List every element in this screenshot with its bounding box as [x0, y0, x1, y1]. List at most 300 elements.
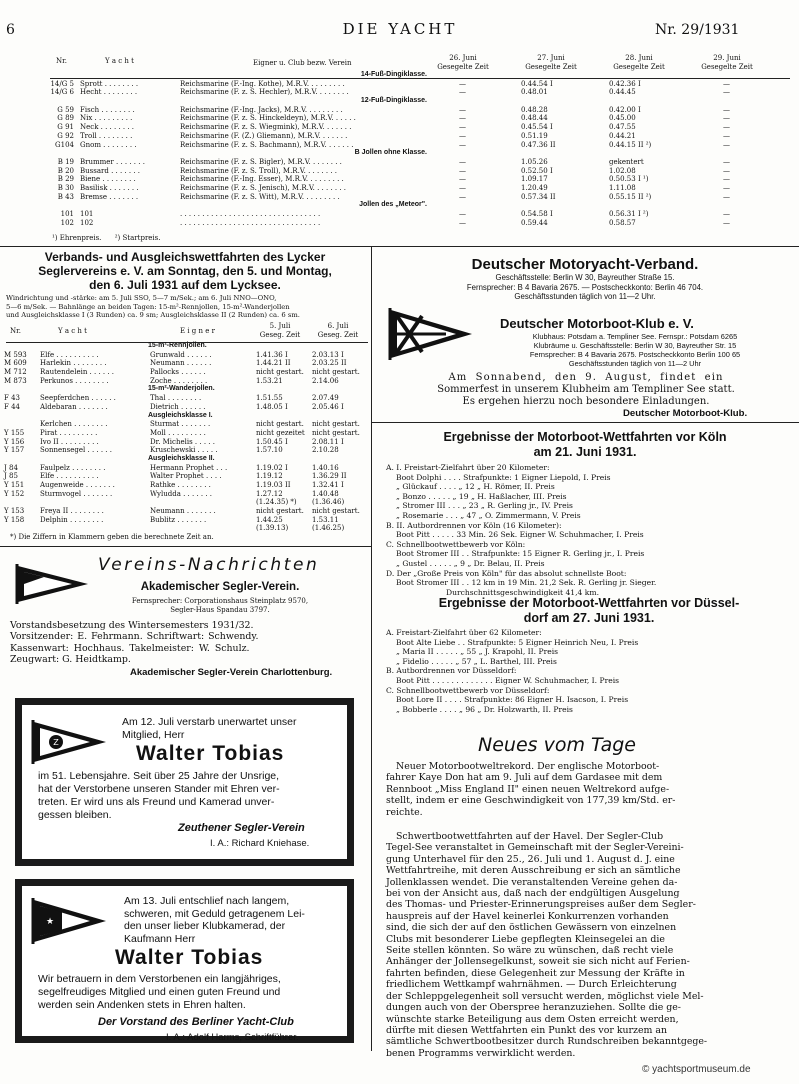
sailed-time: —	[723, 183, 730, 192]
owner: Reichsmarine (F. z. S. Jenisch), M.R.V. . . . . . . .	[180, 183, 347, 192]
sailed-time: —	[723, 157, 730, 166]
sail-number: B 19	[57, 157, 74, 166]
verein-contact	[90, 597, 350, 614]
obit2-intro	[124, 895, 305, 945]
text-line: „ Bobberle . . . . „ 96 „ Dr. Holzwarth, II. Preis	[396, 704, 573, 714]
class-title	[0, 385, 370, 394]
time-day1: (1.24.35) *)	[256, 498, 297, 507]
yacht-name: Rautendelein . . . . . .	[40, 368, 115, 377]
owner: Reichsmarine (F. z. S. Hechler), M.R.V. . . . . . . .	[180, 88, 349, 97]
time-day2: 1.53.11	[312, 515, 339, 524]
text-line: treten. Er wird uns als Freund und Kamerad unver-	[38, 796, 275, 808]
time-day2: 2.03.13 I	[312, 350, 344, 359]
obit1-signature: I. A.: Richard Kniehase.	[210, 838, 310, 849]
time-day2: 2.14.06	[312, 376, 339, 385]
column-divider	[371, 247, 372, 1051]
text-line: „ Stromer III . . . „ 23 „ R. Gerling jr., IV. Preis	[396, 501, 573, 511]
sailed-time: —	[723, 123, 730, 132]
info-line: Geschäftsstelle: Berlin W 30, Bayreuther Straße 15.	[495, 273, 675, 282]
col-owner: Eigner u. Club bezw. Verein	[253, 59, 352, 67]
text-line: des Thomas- und Priester-Erinnerungspreises außer dem Segler-	[386, 899, 696, 911]
lyck-wind-info	[6, 294, 368, 320]
table-row	[0, 524, 370, 533]
sail-number: Y 158	[4, 515, 25, 524]
sailed-time: 0.50.53 I ¹)	[609, 175, 649, 184]
time-day2: 2.03.25 II	[312, 359, 347, 368]
verein-heading: Vereins-Nachrichten	[98, 555, 320, 575]
dmk-title: Deutscher Motorboot-Klub e. V.	[500, 316, 694, 331]
text-line: benen Programms verwirklicht werden.	[386, 1047, 576, 1059]
yacht-name: Sturmvogel . . . . . . .	[40, 489, 113, 498]
heading-line: Seglervereins e. V. am Sonntag, den 5. und Montag,	[38, 264, 332, 278]
text-line: B. II. Autbordrennen vor Köln (16 Kilometer):	[386, 520, 562, 530]
yacht-name: Sonnensegel . . . . . .	[40, 446, 112, 455]
sail-number: M 873	[4, 376, 27, 385]
text-line: Schwertbootwettfahrten auf der Havel. Der Segler-Club	[396, 831, 664, 842]
class-title	[0, 201, 799, 210]
yacht-name: Troll . . . . . . . .	[80, 131, 133, 140]
text-line: „ Bonzo . . . . . „ 19 „ H. Haßlacher, III. Preis	[396, 491, 567, 501]
obit2-name: Walter Tobias	[115, 946, 264, 969]
sailed-time: 1.11.08	[609, 183, 636, 192]
text-line: Boot Stromer III . . Strafpunkte: 15 Eigner R. Gerling jr., I. Preis	[396, 549, 645, 559]
text-line: D. Der „Große Preis von Köln" für das absolut schnellste Boot:	[386, 568, 627, 578]
time-day1: 1.19.02 I	[256, 463, 288, 472]
section-rule	[0, 546, 371, 547]
sailed-time: 0.42.00 I	[609, 105, 641, 114]
time-day2: 2.07.49	[312, 394, 339, 403]
table-row	[0, 394, 370, 403]
table-row	[0, 490, 370, 499]
yacht-name: Bremse . . . . . . .	[80, 192, 139, 201]
yacht-name: Elfe . . . . . . . . . .	[40, 472, 99, 481]
dmk-announcement	[384, 372, 788, 408]
text-line: sämtliche Schwertbootbesitzer durch Rundschreiben bekanntgege-	[386, 1036, 708, 1048]
text-line: stellt, indem er eine Geschwindigkeit von 177,39 km/Std. er-	[386, 795, 676, 807]
yacht-name: Seepferdchen . . . . . .	[40, 394, 116, 403]
time-day1: 1.57.10	[256, 446, 283, 455]
obit1-name: Walter Tobias	[136, 742, 285, 765]
owner: Pallocks . . . . . .	[150, 368, 206, 377]
neues-heading: Neues vom Tage	[478, 734, 636, 756]
intro-line: schweren, mit Geduld getragenem Lei-	[124, 907, 305, 920]
owner: Walter Prophet . . . .	[150, 472, 222, 481]
text-line: im 51. Lebensjahre. Seit über 25 Jahre der Unsrige,	[38, 770, 280, 782]
text-line: reichte.	[386, 806, 423, 818]
owner: Hermann Prophet . . .	[150, 463, 228, 472]
heading-line: dorf am 27. Juni 1931.	[523, 611, 655, 625]
sailed-time: 0.57.34 II	[521, 192, 556, 201]
sailed-time: —	[459, 88, 466, 97]
time-day2: 2.05.46 I	[312, 402, 344, 411]
table-row	[0, 359, 370, 368]
sailed-time: —	[459, 105, 466, 114]
table-row	[0, 167, 799, 176]
table-row	[0, 88, 799, 97]
yacht-name: Nix . . . . . . . . .	[80, 114, 133, 123]
owner: Rathke . . . . . . . .	[150, 481, 211, 489]
time-day1: 1.19.03 II	[256, 481, 291, 489]
time-day2: 1.40.48	[312, 489, 339, 498]
heading-line: Ergebnisse der Motorboot-Wettfahrten vor Köln	[443, 430, 727, 444]
owner: Reichsmarine (F.-Ing. Jacks), M.R.V. . . . . . . . .	[180, 105, 343, 114]
table-row	[0, 210, 799, 219]
class-title	[0, 342, 370, 351]
table-row	[0, 114, 799, 123]
sail-number: F 44	[4, 402, 20, 411]
wind-line: 5—6 m/Sek. — Bahnlänge an beiden Tagen: 15-m²-Rennjollen, 15-m²-Wanderjollen	[6, 302, 290, 311]
sail-number: Y 151	[4, 481, 25, 489]
results-table	[0, 71, 799, 227]
col-nr: Nr.	[56, 57, 67, 65]
sailed-time: —	[459, 166, 466, 175]
koeln-heading	[380, 430, 790, 460]
heading-line: den 6. Juli 1931 auf dem Lycksee.	[89, 278, 281, 292]
sailed-time: —	[723, 114, 730, 123]
yacht-name: Neck . . . . . . . .	[80, 123, 135, 132]
sail-number: Y 157	[4, 446, 25, 455]
text-line: sind, die sich der auf den östlichen Gewässern von einzelnen	[386, 922, 677, 934]
text-line: dürfte mit diesen Wettfahrten ein Punkt des vor kurzem an	[386, 1024, 668, 1036]
time-day1: 1.19.12	[256, 472, 283, 481]
owner: Reichsmarine (F. z. S. Wiegmink), M.R.V. . . . . . .	[180, 123, 352, 132]
sailed-time: 0.48.01	[521, 88, 548, 97]
sailed-time: —	[723, 175, 730, 184]
table-row	[0, 507, 370, 516]
yacht-name: Kerlchen . . . . . . . .	[40, 420, 108, 429]
class-title	[0, 71, 799, 80]
sailed-time: —	[723, 140, 730, 149]
body-line: Kassenwart: Hochhaus. Takelmeister: W. Schulz.	[10, 642, 250, 654]
sailed-time: 0.45.00	[609, 114, 636, 123]
class-title-text: Ausgleichsklasse I.	[148, 411, 213, 419]
wind-line: und Ausgleichsklasse I (3 Runden) ca. 9 sm; Ausgleichsklasse II (2 Runden) ca. 6 sm.	[6, 311, 300, 320]
class-title	[0, 412, 370, 421]
time-day2: 1.32.41 I	[312, 481, 344, 489]
time-day2: nicht gestart.	[312, 507, 360, 516]
sailed-time: 1.05.26	[521, 157, 548, 166]
yacht-name: Bussard . . . . . . .	[80, 166, 140, 175]
text-line: segelfreudiges Mitglied und einen guten Freund und	[38, 986, 281, 998]
section-rule	[0, 246, 799, 247]
obit2-club: Der Vorstand des Berliner Yacht-Club	[98, 1016, 294, 1028]
class-title-text: 15-m²-Rennjollen.	[148, 342, 207, 349]
time-day1: (1.39.13)	[256, 524, 289, 533]
class-title-text: 12-Fuß-Dingiklasse.	[360, 97, 427, 105]
class-title-text: B Jollen ohne Klasse.	[354, 149, 427, 157]
club-pennant-icon	[14, 562, 92, 606]
svg-text:Z: Z	[53, 738, 59, 747]
sail-number: M 712	[4, 368, 27, 377]
owner: Reichsmarine (F. z. S. Bigler), M.R.V. . . . . . . .	[180, 157, 342, 166]
intro-line: Kaufmann Herr	[124, 932, 196, 945]
yacht-name: Ivo II . . . . . . . . .	[40, 437, 99, 446]
sail-number: B 43	[57, 192, 74, 201]
time-day1: 1.27.12	[256, 489, 283, 498]
sailed-time: 0.44.15 II ²)	[609, 140, 652, 149]
class-title-text: 14-Fuß-Dingiklasse.	[360, 71, 427, 78]
table-row	[0, 351, 370, 360]
class-title-text: 15-m²-Wanderjollen.	[148, 385, 215, 393]
obit2-signature: I. A.: Adolf Harms, Schriftführer.	[166, 1032, 299, 1043]
time-day1: 1.51.55	[256, 394, 283, 403]
yacht-name: Elfe . . . . . . . . . .	[40, 350, 99, 359]
yacht-name: Basilisk . . . . . . .	[80, 183, 139, 192]
table-row	[0, 368, 370, 377]
heading-line: Ergebnisse der Motorboot-Wettfahrten vor Düssel-	[438, 596, 740, 610]
table-row	[0, 429, 370, 438]
text-line: wünschte starke Beteiligung aus dem Osten erreicht werden,	[386, 1013, 679, 1025]
verein-club-name: Akademischer Segler-Verein.	[140, 581, 300, 593]
text-line: bei von der Ansicht aus, daß nach der endgültigen Ausgelung	[386, 888, 680, 900]
day-date: 5. Juli	[269, 322, 291, 330]
intro-line: den unser lieber Klubkamerad, der	[124, 920, 286, 932]
text-line: hauspreis auf der Havel keinerlei Konkurrenzen vorhanden	[386, 910, 669, 922]
day-date: 26. Juni	[449, 54, 477, 62]
sailed-time: —	[723, 166, 730, 175]
table-row	[0, 193, 799, 202]
yacht-name: Biene . . . . . . . .	[80, 175, 136, 184]
wind-line: Windrichtung und -stärke: am 5. Juli SSO, 5—7 m/Sek.; am 6. Juli NNO—ONO,	[6, 294, 277, 302]
day-date: 28. Juni	[625, 54, 653, 62]
koeln-results	[386, 463, 791, 597]
sailed-time: —	[459, 183, 466, 192]
issue-number: Nr. 29/1931	[655, 22, 740, 38]
table-row	[0, 516, 370, 525]
sailed-time: —	[459, 140, 466, 149]
text-line: Wettfahrtreihe, mit deren Ausschreibung er sich an sämtliche	[386, 865, 681, 877]
day-label: Gesegelte Zeit	[525, 62, 577, 71]
info-line: Klubhaus: Potsdam a. Templiner See. Fernspr.: Potsdam 6265	[532, 332, 738, 341]
time-day1: nicht gezeitet	[256, 428, 305, 437]
heading-line: am 21. Juni 1931.	[533, 445, 637, 459]
text-line: „ Maria II . . . . . „ 55 „ J. Krapohl, II. Preis	[396, 647, 559, 657]
yacht-name: Brummer . . . . . . .	[80, 157, 145, 166]
table-row	[0, 438, 370, 447]
text-line: Clubs mit besonderer Liebe gepflegten Kleinsegelei an die	[386, 933, 665, 945]
body-line: Vorstandsbesetzung des Wintersemesters 1931/32.	[10, 620, 254, 631]
text-line: Jollenklassen wendet. Die veranstaltenden Vereine gehen da-	[386, 876, 678, 888]
time-day2: 1.40.16	[312, 463, 339, 472]
yacht-name: Hecht . . . . . . . .	[80, 88, 138, 97]
owner: Thal . . . . . . . .	[150, 394, 202, 403]
owner: Reichsmarine (F. z. S. Witt), M.R.V. . . . . . . . .	[180, 192, 340, 201]
body-line: Vorsitzender: E. Fehrmann. Schriftwart: Schwendy.	[10, 631, 259, 643]
time-day1: nicht gestart.	[256, 420, 304, 429]
table-row	[0, 481, 370, 490]
table-row	[0, 403, 370, 412]
table-row	[0, 132, 799, 141]
text-line: „ Fidelio . . . . . „ 57 „ L. Barthel, III. Preis	[396, 656, 557, 666]
sailed-time: —	[723, 218, 730, 227]
text-line: Boot Dolphi . . . . Strafpunkte: 1 Eigner Liepold, I. Preis	[396, 472, 611, 482]
owner: Reichsmarine (F. z. S. Hinckeldeyn), M.R.V. . . . . .	[180, 114, 356, 123]
text-line: Durchschnittsgeschwindigkeit 41,4 km.	[446, 587, 600, 597]
sailed-time: —	[723, 105, 730, 114]
text-line: C. Schnellbootwettbewerb vor Köln:	[386, 539, 526, 549]
owner: Sturmat . . . . . . .	[150, 420, 211, 429]
obit1-club: Zeuthener Segler-Verein	[178, 822, 305, 834]
intro-line: Am 13. Juli entschlief nach langem,	[124, 895, 290, 907]
time-day2: nicht gestart.	[312, 428, 360, 437]
time-day2: nicht gestart.	[312, 420, 360, 429]
obit1-text	[38, 770, 338, 822]
sailed-time: 0.55.15 II ²)	[609, 192, 652, 201]
day-label: Geseg. Zeit	[317, 330, 359, 339]
text-line: B. Autbordrennen vor Düsseldorf:	[386, 666, 517, 676]
yacht-name: 102	[80, 218, 94, 227]
sailed-time: —	[459, 175, 466, 184]
time-day2: (1.36.46)	[312, 498, 345, 507]
col-owner: E i g n e r	[180, 327, 215, 335]
yacht-name: Delphin . . . . . . . .	[40, 515, 104, 524]
sailed-time: —	[459, 210, 466, 218]
text-line: gessen bleiben.	[38, 809, 112, 821]
class-title	[0, 97, 799, 106]
day-label: Gesegelte Zeit	[613, 62, 665, 71]
sail-number: G 89	[57, 114, 74, 123]
svg-text:★: ★	[45, 917, 55, 927]
sail-number: M 593	[4, 350, 27, 359]
table-row	[0, 464, 370, 473]
info-line: Geschäftsstunden täglich von 11—2 Uhr.	[514, 292, 656, 302]
text-line: Wir betrauern in dem Verstorbenen ein langjähriges,	[38, 973, 281, 985]
body-line: Es ergehen hierzu noch besondere Einladungen.	[462, 396, 710, 407]
class-title	[0, 149, 799, 158]
sail-number: Y 153	[4, 507, 25, 516]
text-line: A. Freistart-Zielfahrt über 62 Kilometer:	[386, 628, 542, 637]
sailed-time: 0.52.50 I	[521, 166, 553, 175]
heading-line: Verbands- und Ausgleichswettfahrten des Lycker	[44, 250, 326, 264]
time-day1: nicht gestart.	[256, 368, 304, 377]
info-line: Fernsprecher: B 4 Bavaria 2675. — Postscheckkonto: Berlin 46 704.	[466, 282, 704, 292]
owner: Reichsmarine (F. (Z.) Gliemann), M.R.V. . . . . . .	[180, 131, 348, 140]
table-row	[0, 184, 799, 193]
obit2-text	[38, 973, 338, 1012]
day-label: Gesegelte Zeit	[437, 62, 489, 71]
sail-number: 14/G 6	[50, 88, 74, 97]
watermark: © yachtsportmuseum.de	[642, 1064, 751, 1075]
yacht-name: Freya II . . . . . . . .	[40, 507, 104, 516]
sail-number: F 43	[4, 394, 20, 403]
table-row	[0, 106, 799, 115]
sailed-time: —	[459, 218, 466, 227]
sail-number: Y 152	[4, 489, 25, 498]
time-day1: 1.41.36 I	[256, 350, 288, 359]
text-line: friedlichem Wettkampf wahrnähmen. — Durch Erleichterung	[386, 979, 677, 991]
owner: Reichsmarine (F. z. S. Troll), M.R.V. . . . . . . .	[180, 166, 338, 175]
sail-number: Y 156	[4, 437, 25, 446]
text-line: der Schleppgelegenheit soll versucht werden, möglichst viele Mel-	[386, 990, 704, 1002]
class-title-text: Jollen des „Meteor".	[359, 201, 427, 209]
time-day1: 1.44.25	[256, 515, 283, 524]
sailed-time: 0.59.44	[521, 218, 548, 227]
sail-number: Y 155	[4, 428, 25, 437]
body-line: Sommerfest in unserem Klubheim am Templiner See statt.	[437, 384, 735, 395]
sail-number: J 85	[4, 472, 18, 481]
obit1-intro	[122, 716, 297, 742]
text-line: „ Glückauf . . . . „ 12 „ H. Römer, II. Preis	[396, 482, 555, 492]
time-day1: nicht gestart.	[256, 507, 304, 516]
text-line: Seite stellen könnten. So wäre zu wünschen, daß recht viele	[386, 945, 674, 957]
time-day2: 2.10.28	[312, 446, 339, 455]
sail-number: G104	[55, 140, 74, 149]
day-label: Geseg. Zeit	[259, 330, 301, 339]
owner: Wyludda . . . . . . .	[150, 489, 213, 498]
yacht-name: Pirat . . . . . . . . .	[40, 428, 98, 437]
owner: Bublitz . . . . . . .	[150, 515, 207, 524]
text-line: A. I. Freistart-Zielfahrt über 20 Kilometer:	[386, 463, 550, 472]
sail-number: J 84	[4, 463, 18, 472]
sailed-time: 0.56.31 I ²)	[609, 210, 649, 218]
info-line: Klubräume u. Geschäftsstelle: Berlin W 30, Bayreuther Str. 15	[533, 341, 737, 350]
text-line: Boot Pitt . . . . . 33 Min. 26 Sek. Eigner W. Schuhmacher, I. Preis	[396, 530, 644, 540]
time-day1: 1.44.21 II	[256, 359, 291, 368]
sailed-time: 0.51.19	[521, 131, 548, 140]
owner: Neumann . . . . . . .	[150, 507, 216, 516]
zeuthen-pennant-icon	[30, 718, 110, 766]
time-day2: 2.08.11 I	[312, 437, 344, 446]
sailed-time: 1.02.08	[609, 166, 636, 175]
table-row	[0, 80, 799, 89]
col-yacht: Y a c h t	[105, 57, 134, 65]
text-line: Rennboot „Miss England II" einen neuen Weltrekord aufge-	[386, 783, 670, 795]
text-line: werden sein Andenken stets in Ehren halten.	[38, 999, 246, 1011]
sail-number: G 59	[57, 105, 74, 114]
contact-line: Fernsprecher: Corporationshaus Steinplatz 9570,	[131, 597, 309, 605]
yacht-name: Fisch . . . . . . . .	[80, 105, 135, 114]
table-row	[0, 219, 799, 228]
time-day1: 1.50.45 I	[256, 437, 288, 446]
sailed-time: 0.54.58 I	[521, 210, 553, 218]
sailed-time: 0.44.54 I	[521, 79, 553, 88]
table-row	[0, 158, 799, 167]
dmv-title: Deutscher Motoryacht-Verband.	[471, 256, 699, 273]
table-row	[0, 141, 799, 150]
sailed-time: —	[459, 157, 466, 166]
owner: . . . . . . . . . . . . . . . . . . . . . . . . . . . . . . . .	[180, 210, 321, 218]
sailed-time: 0.48.44	[521, 114, 548, 123]
sailed-time: gekentert	[609, 157, 644, 166]
text-line: hat der Verstorbene unseren Stander mit Ehren ver-	[38, 783, 280, 795]
yacht-name: Gnom . . . . . . . .	[80, 140, 137, 149]
sailed-time: 1.20.49	[521, 183, 548, 192]
sailed-time: 0.47.36 II	[521, 140, 556, 149]
owner: Zoche . . . . . . . .	[150, 376, 208, 385]
yacht-name: Aldebaran . . . . . . .	[40, 402, 108, 411]
owner: Reichsmarine (F.-Ing. Kothe), M.R.V. . . . . . . . .	[180, 79, 345, 88]
time-day1: 1.53.21	[256, 376, 283, 385]
day-date: 6. Juli	[327, 322, 349, 330]
sailed-time: 0.48.28	[521, 105, 548, 114]
sail-number: 101	[60, 210, 74, 218]
owner: Reichsmarine (F. z. S. Bachmann), M.R.V. . . . . . .	[180, 140, 354, 149]
owner: Moll . . . . . . . . .	[150, 428, 206, 437]
text-line: fahrer Kaye Don hat am 9. Juli auf dem Gardasee mit dem	[386, 772, 663, 784]
text-line: Neuer Motorbootweltrekord. Der englische Motorboot-	[396, 761, 660, 772]
sailed-time: —	[459, 79, 466, 88]
sailed-time: —	[723, 131, 730, 140]
class-title	[0, 455, 370, 464]
class-title-text: Ausgleichsklasse II.	[148, 454, 215, 462]
sail-number: 14/G 5	[50, 79, 74, 88]
lyck-heading	[4, 250, 366, 292]
yacht-name: Augenweide . . . . . . .	[40, 481, 115, 489]
table-row	[0, 498, 370, 507]
magazine-title: DIE YACHT	[342, 20, 458, 38]
day-date: 29. Juni	[713, 54, 741, 62]
sailed-time: —	[723, 88, 730, 97]
